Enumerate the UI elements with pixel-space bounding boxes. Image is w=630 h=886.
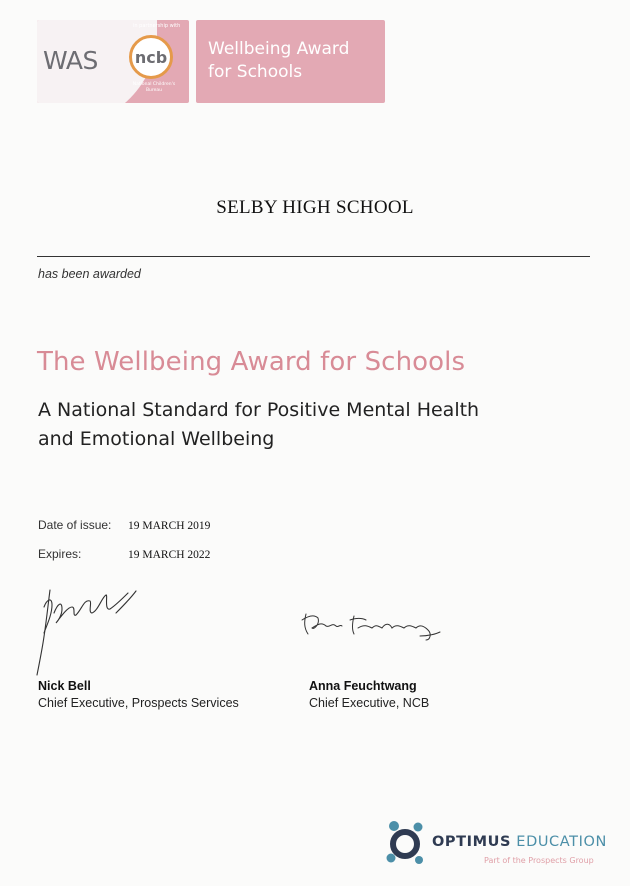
- optimus-logo-bold: OPTIMUS: [432, 834, 512, 850]
- was-ncb-logo: [37, 20, 189, 103]
- award-logo-line2: for Schools: [208, 62, 303, 82]
- partner-text: in partnership with: [133, 23, 181, 29]
- award-subtitle: [38, 396, 558, 454]
- signatory-2-name: Anna Feuchtwang: [309, 679, 417, 693]
- awarded-text: has been awarded: [38, 267, 141, 281]
- optimus-logo-icon: [385, 818, 431, 866]
- optimus-logo-subtitle: Part of the Prospects Group: [484, 856, 594, 865]
- date-of-issue-row: [38, 518, 210, 532]
- expires-label: Expires:: [38, 547, 82, 561]
- award-logo: [196, 20, 385, 103]
- expires-row: [38, 547, 210, 561]
- was-logo-text: WAS: [43, 46, 98, 75]
- date-of-issue-label: Date of issue:: [38, 518, 112, 532]
- divider: [37, 256, 590, 257]
- expires-value: 19 MARCH 2022: [128, 549, 211, 561]
- signatory-1-name: Nick Bell: [38, 679, 91, 693]
- date-of-issue-value: 19 MARCH 2019: [128, 520, 211, 532]
- ncb-sub-text: National Children's Bureau: [132, 82, 176, 93]
- signature-nick-bell: [32, 585, 152, 680]
- award-title: The Wellbeing Award for Schools: [37, 347, 466, 377]
- signatory-2-role: Chief Executive, NCB: [309, 696, 430, 710]
- ncb-logo: [129, 35, 173, 79]
- signatory-1-role: Chief Executive, Prospects Services: [38, 696, 239, 710]
- award-subtitle-line1: A National Standard for Positive Mental Health: [38, 399, 480, 421]
- optimus-logo-light: EDUCATION: [511, 834, 607, 850]
- award-logo-line1: Wellbeing Award: [208, 39, 350, 59]
- optimus-logo-text: [432, 834, 607, 850]
- award-subtitle-line2: and Emotional Wellbeing: [38, 428, 275, 450]
- ncb-logo-text: ncb: [134, 47, 168, 67]
- signature-anna-feuchtwang: [296, 606, 446, 646]
- school-name: SELBY HIGH SCHOOL: [216, 197, 414, 218]
